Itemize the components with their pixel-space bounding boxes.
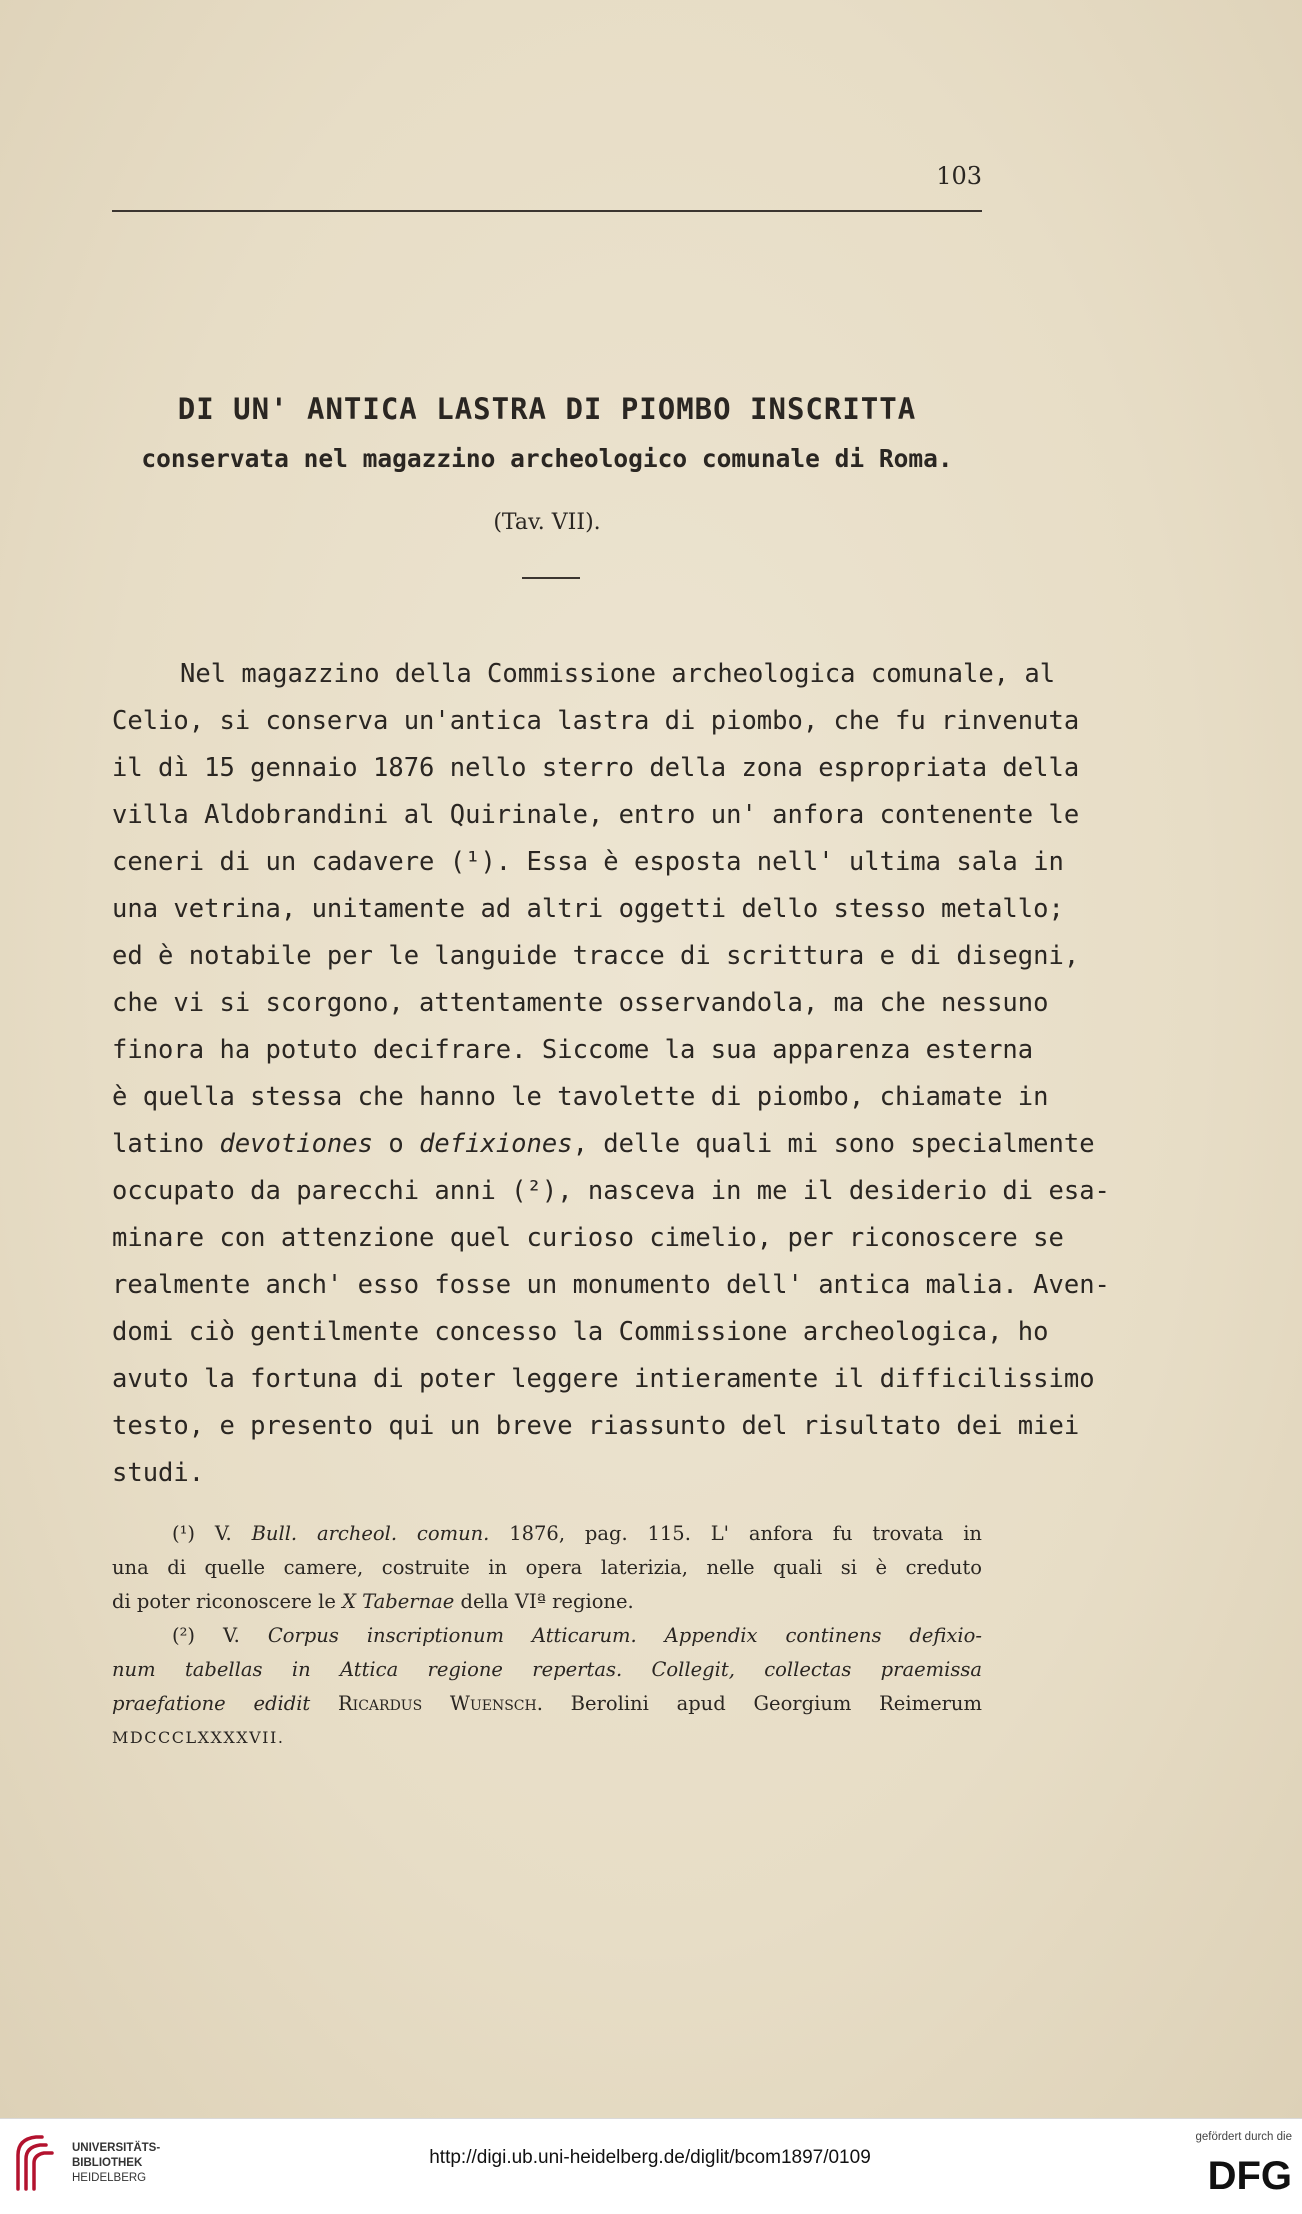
footnote-2-line: MDCCCLXXXXVII.	[112, 1728, 285, 1747]
body-line: realmente anch' esso fosse un monumento dell' antica malia. Aven-	[112, 1270, 1110, 1300]
body-line: avuto la fortuna di poter leggere intieramente il difficilissimo	[112, 1364, 1095, 1394]
footnote-text: (²) V.	[172, 1624, 268, 1647]
author-name: Ricardus Wuensch	[310, 1692, 537, 1715]
footnote-text: (¹) V.	[172, 1522, 252, 1545]
institution-name-line: BIBLIOTHEK	[72, 2157, 143, 2169]
digitization-footer	[0, 2118, 1302, 2214]
footnote-text: . Berolini apud Georgium Reimerum	[536, 1692, 982, 1715]
source-url-link[interactable]: http://digi.ub.uni-heidelberg.de/diglit/bcom1897/0109	[429, 2147, 871, 2168]
footnote-1-line: una di quelle camere, costruite in opera laterizia, nelle quali si è creduto	[112, 1556, 982, 1579]
footnote-2-line	[112, 1688, 982, 1720]
footnote-text: della VIª regione.	[454, 1590, 634, 1613]
footnote-italic: num tabellas in Attica regione repertas. Collegit, collectas praemissa	[112, 1658, 982, 1681]
body-line: che vi si scorgono, attentamente osservandola, ma che nessuno	[112, 988, 1049, 1018]
body-line: minare con attenzione quel curioso cimelio, per riconoscere se	[112, 1223, 1064, 1253]
footnote-2-line	[112, 1654, 982, 1686]
header-rule	[112, 210, 982, 212]
body-line: Nel magazzino della Commissione archeologica comunale, al	[180, 659, 1056, 689]
article-title: DI UN' ANTICA LASTRA DI PIOMBO INSCRITTA	[177, 392, 917, 426]
footnote-italic: praefatione edidit	[112, 1692, 311, 1715]
footnote-italic: Bull. archeol. comun.	[251, 1522, 490, 1545]
dfg-logo-icon	[1158, 2151, 1292, 2195]
article-subtitle: conservata nel magazzino archeologico comunale di Roma.	[141, 444, 953, 473]
university-library-logo-icon	[12, 2131, 60, 2191]
body-line: villa Aldobrandini al Quirinale, entro un' anfora contenente le	[112, 800, 1080, 830]
italic-term: devotiones	[219, 1129, 373, 1159]
body-line: occupato da parecchi anni (²), nasceva in me il desiderio di esa-	[112, 1176, 1110, 1206]
italic-term: defixiones	[419, 1129, 573, 1159]
body-line: finora ha potuto decifrare. Siccome la sua apparenza esterna	[112, 1035, 1034, 1065]
body-line: Celio, si conserva un'antica lastra di piombo, che fu rinvenuta	[112, 706, 1080, 736]
footnote-text: 1876, pag. 115. L' anfora fu trovata in	[489, 1522, 982, 1545]
body-line: ceneri di un cadavere (¹). Essa è esposta nell' ultima sala in	[112, 847, 1064, 877]
footnote-1-line	[172, 1518, 982, 1550]
body-line: ed è notabile per le languide tracce di scrittura e di disegni,	[112, 941, 1080, 971]
page-number: 103	[936, 162, 982, 190]
body-line: una vetrina, unitamente ad altri oggetti dello stesso metallo;	[112, 894, 1064, 924]
institution-name	[72, 2141, 202, 2186]
body-line: studi.	[112, 1458, 205, 1488]
body-text: latino	[112, 1129, 220, 1159]
institution-name-line: HEIDELBERG	[72, 2172, 147, 2184]
body-line: testo, e presento qui un breve riassunto del risultato dei miei	[112, 1411, 1080, 1441]
body-line: domi ciò gentilmente concesso la Commissione archeologica, ho	[112, 1317, 1049, 1347]
plate-reference: (Tav. VII).	[493, 510, 601, 535]
body-line-with-italics	[112, 1124, 1095, 1164]
body-line: è quella stessa che hanno le tavolette di piombo, chiamate in	[112, 1082, 1049, 1112]
footnote-2-line	[172, 1620, 982, 1652]
body-line: il dì 15 gennaio 1876 nello sterro della zona espropriata della	[112, 753, 1080, 783]
footnote-italic: X Tabernae	[342, 1590, 455, 1613]
body-text: o	[373, 1129, 420, 1159]
body-text: , delle quali mi sono specialmente	[572, 1129, 1095, 1159]
dfg-logo-text: DFG	[1207, 2154, 1292, 2195]
title-separator-rule	[522, 577, 580, 579]
footnote-text: di poter riconoscere le	[112, 1590, 343, 1613]
footnote-1-line	[112, 1586, 982, 1618]
funding-credit: gefördert durch die	[1195, 2131, 1292, 2143]
footnote-italic: Corpus inscriptionum Atticarum. Appendix continens defixio-	[267, 1624, 982, 1647]
institution-name-line: UNIVERSITÄTS-	[72, 2142, 161, 2154]
